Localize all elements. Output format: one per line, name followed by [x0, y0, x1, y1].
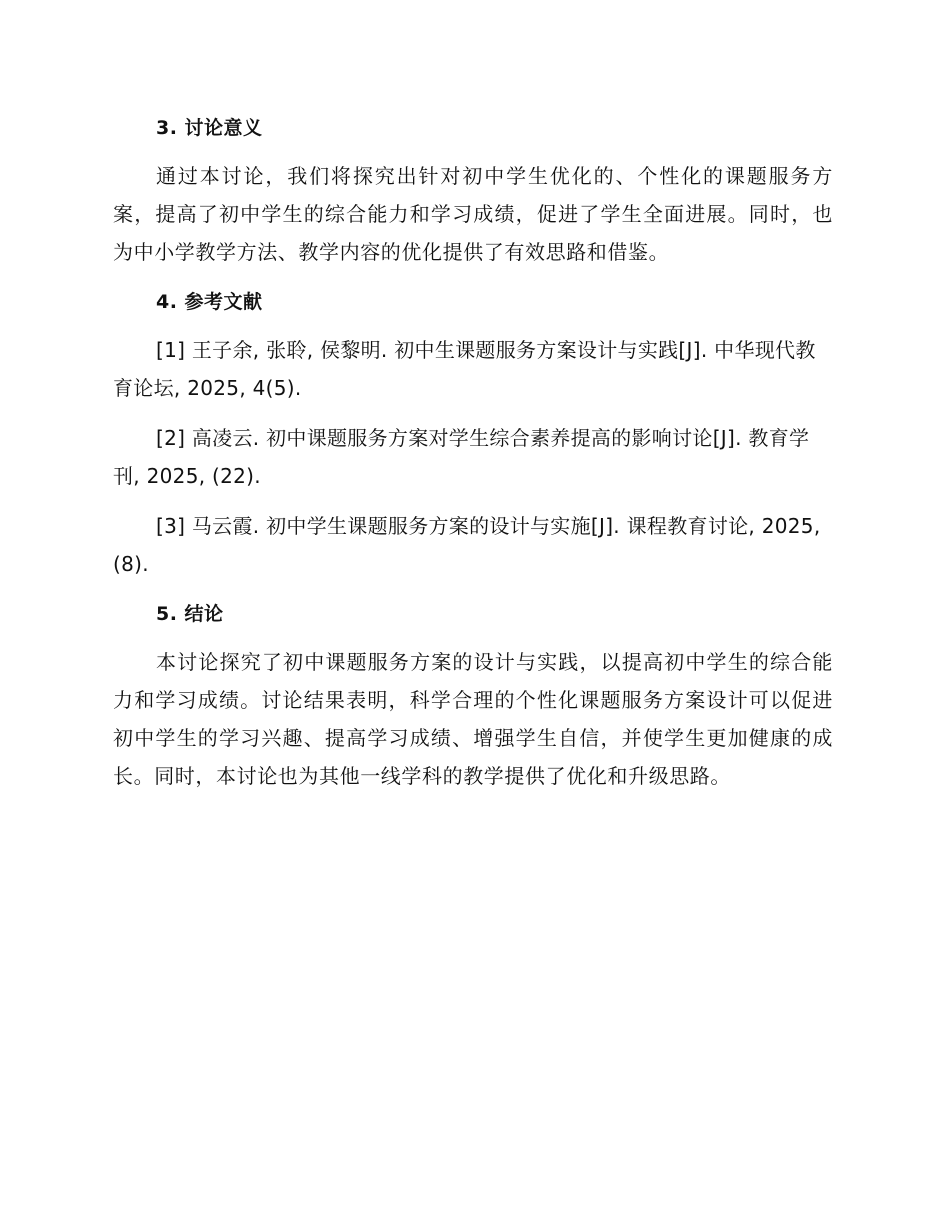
reference-item-1: [1] 王子余, 张聆, 侯黎明. 初中生课题服务方案设计与实践[J]. 中华现代教育论坛, 2025, 4(5). [113, 338, 816, 400]
reference-item-3: [3] 马云霞. 初中学生课题服务方案的设计与实施[J]. 课程教育讨论, 2025, (8). [113, 514, 821, 576]
section-heading-conclusion: 5. 结论 [156, 603, 224, 625]
reference-list [113, 331, 833, 583]
significance-paragraph: 通过本讨论，我们将探究出针对初中学生优化的、个性化的课题服务方案，提高了初中学生的综合能力和学习成绩，促进了学生全面进展。同时，也为中小学教学方法、教学内容的优化提供了有效思路和借鉴。 [113, 164, 833, 264]
reference-item-2: [2] 高凌云. 初中课题服务方案对学生综合素养提高的影响讨论[J]. 教育学刊, 2025, (22). [113, 426, 810, 488]
section-heading-references: 4. 参考文献 [156, 291, 263, 313]
section-heading-significance: 3. 讨论意义 [156, 117, 263, 139]
document-page [113, 108, 833, 795]
conclusion-paragraph: 本讨论探究了初中课题服务方案的设计与实践，以提高初中学生的综合能力和学习成绩。讨论结果表明，科学合理的个性化课题服务方案设计可以促进初中学生的学习兴趣、提高学习成绩、增强学生自信，并使学生更加健康的成长。同时，本讨论也为其他一线学科的教学提供了优化和升级思路。 [113, 650, 833, 788]
